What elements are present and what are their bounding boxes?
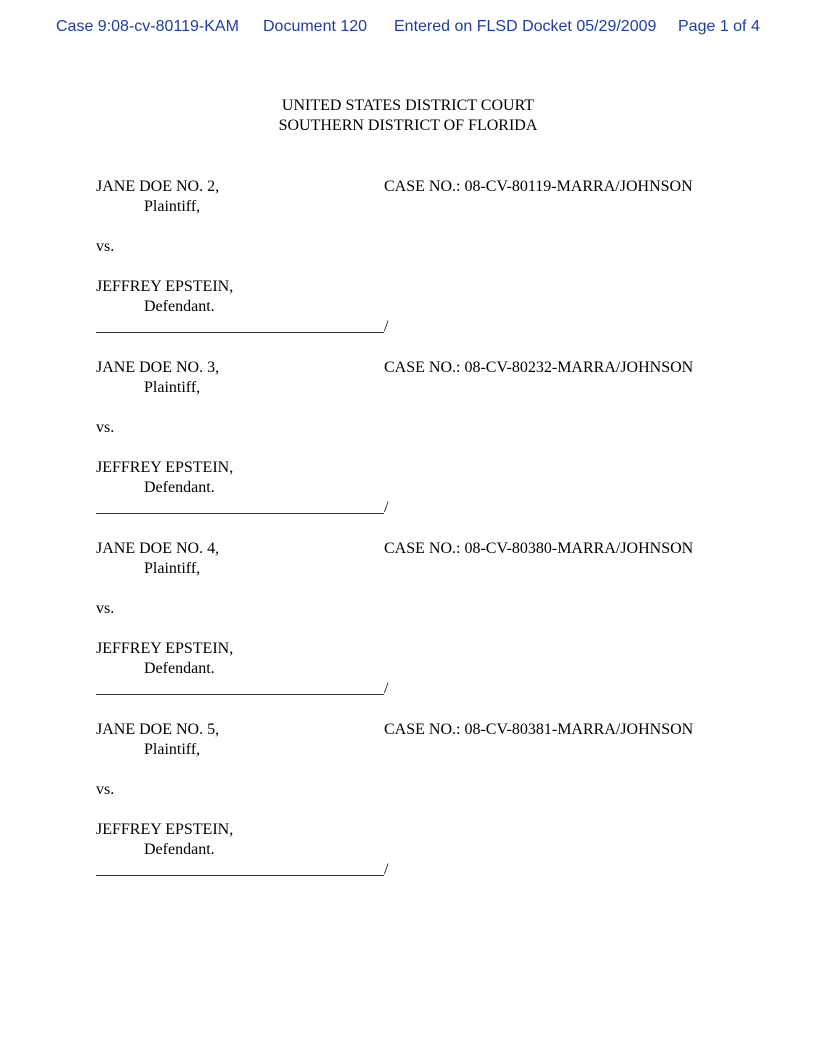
defendant-role: Defendant. — [144, 841, 215, 858]
versus-label: vs. — [96, 600, 115, 617]
case-caption — [96, 720, 736, 890]
docket-header-stamp — [0, 18, 816, 38]
defendant-role: Defendant. — [144, 298, 215, 315]
court-heading — [0, 96, 816, 136]
case-caption — [96, 358, 736, 528]
caption-rule: ____________________________________/ — [96, 499, 389, 516]
stamp-entered-date: Entered on FLSD Docket 05/29/2009 — [394, 18, 657, 35]
plaintiff-name: JANE DOE NO. 2, — [96, 178, 220, 195]
versus-label: vs. — [96, 781, 115, 798]
plaintiff-name: JANE DOE NO. 4, — [96, 540, 220, 557]
case-number: CASE NO.: 08-CV-80119-MARRA/JOHNSON — [384, 178, 693, 195]
stamp-document-number: Document 120 — [263, 18, 368, 35]
court-name: UNITED STATES DISTRICT COURT — [281, 97, 535, 114]
caption-rule: ____________________________________/ — [96, 861, 389, 878]
plaintiff-role: Plaintiff, — [144, 379, 201, 396]
plaintiff-role: Plaintiff, — [144, 741, 201, 758]
defendant-name: JEFFREY EPSTEIN, — [96, 459, 234, 476]
plaintiff-role: Plaintiff, — [144, 560, 201, 577]
caption-rule: ____________________________________/ — [96, 318, 389, 335]
defendant-role: Defendant. — [144, 479, 215, 496]
plaintiff-name: JANE DOE NO. 5, — [96, 721, 220, 738]
court-district: SOUTHERN DISTRICT OF FLORIDA — [278, 117, 538, 134]
versus-label: vs. — [96, 419, 115, 436]
versus-label: vs. — [96, 238, 115, 255]
case-number: CASE NO.: 08-CV-80232-MARRA/JOHNSON — [384, 359, 694, 376]
case-caption — [96, 539, 736, 709]
defendant-name: JEFFREY EPSTEIN, — [96, 821, 234, 838]
defendant-role: Defendant. — [144, 660, 215, 677]
case-caption — [96, 177, 736, 347]
case-number: CASE NO.: 08-CV-80381-MARRA/JOHNSON — [384, 721, 694, 738]
case-number: CASE NO.: 08-CV-80380-MARRA/JOHNSON — [384, 540, 694, 557]
caption-rule: ____________________________________/ — [96, 680, 389, 697]
defendant-name: JEFFREY EPSTEIN, — [96, 640, 234, 657]
plaintiff-name: JANE DOE NO. 3, — [96, 359, 220, 376]
plaintiff-role: Plaintiff, — [144, 198, 201, 215]
stamp-case-number: Case 9:08-cv-80119-KAM — [56, 18, 239, 35]
stamp-page-number: Page 1 of 4 — [678, 18, 760, 35]
defendant-name: JEFFREY EPSTEIN, — [96, 278, 234, 295]
